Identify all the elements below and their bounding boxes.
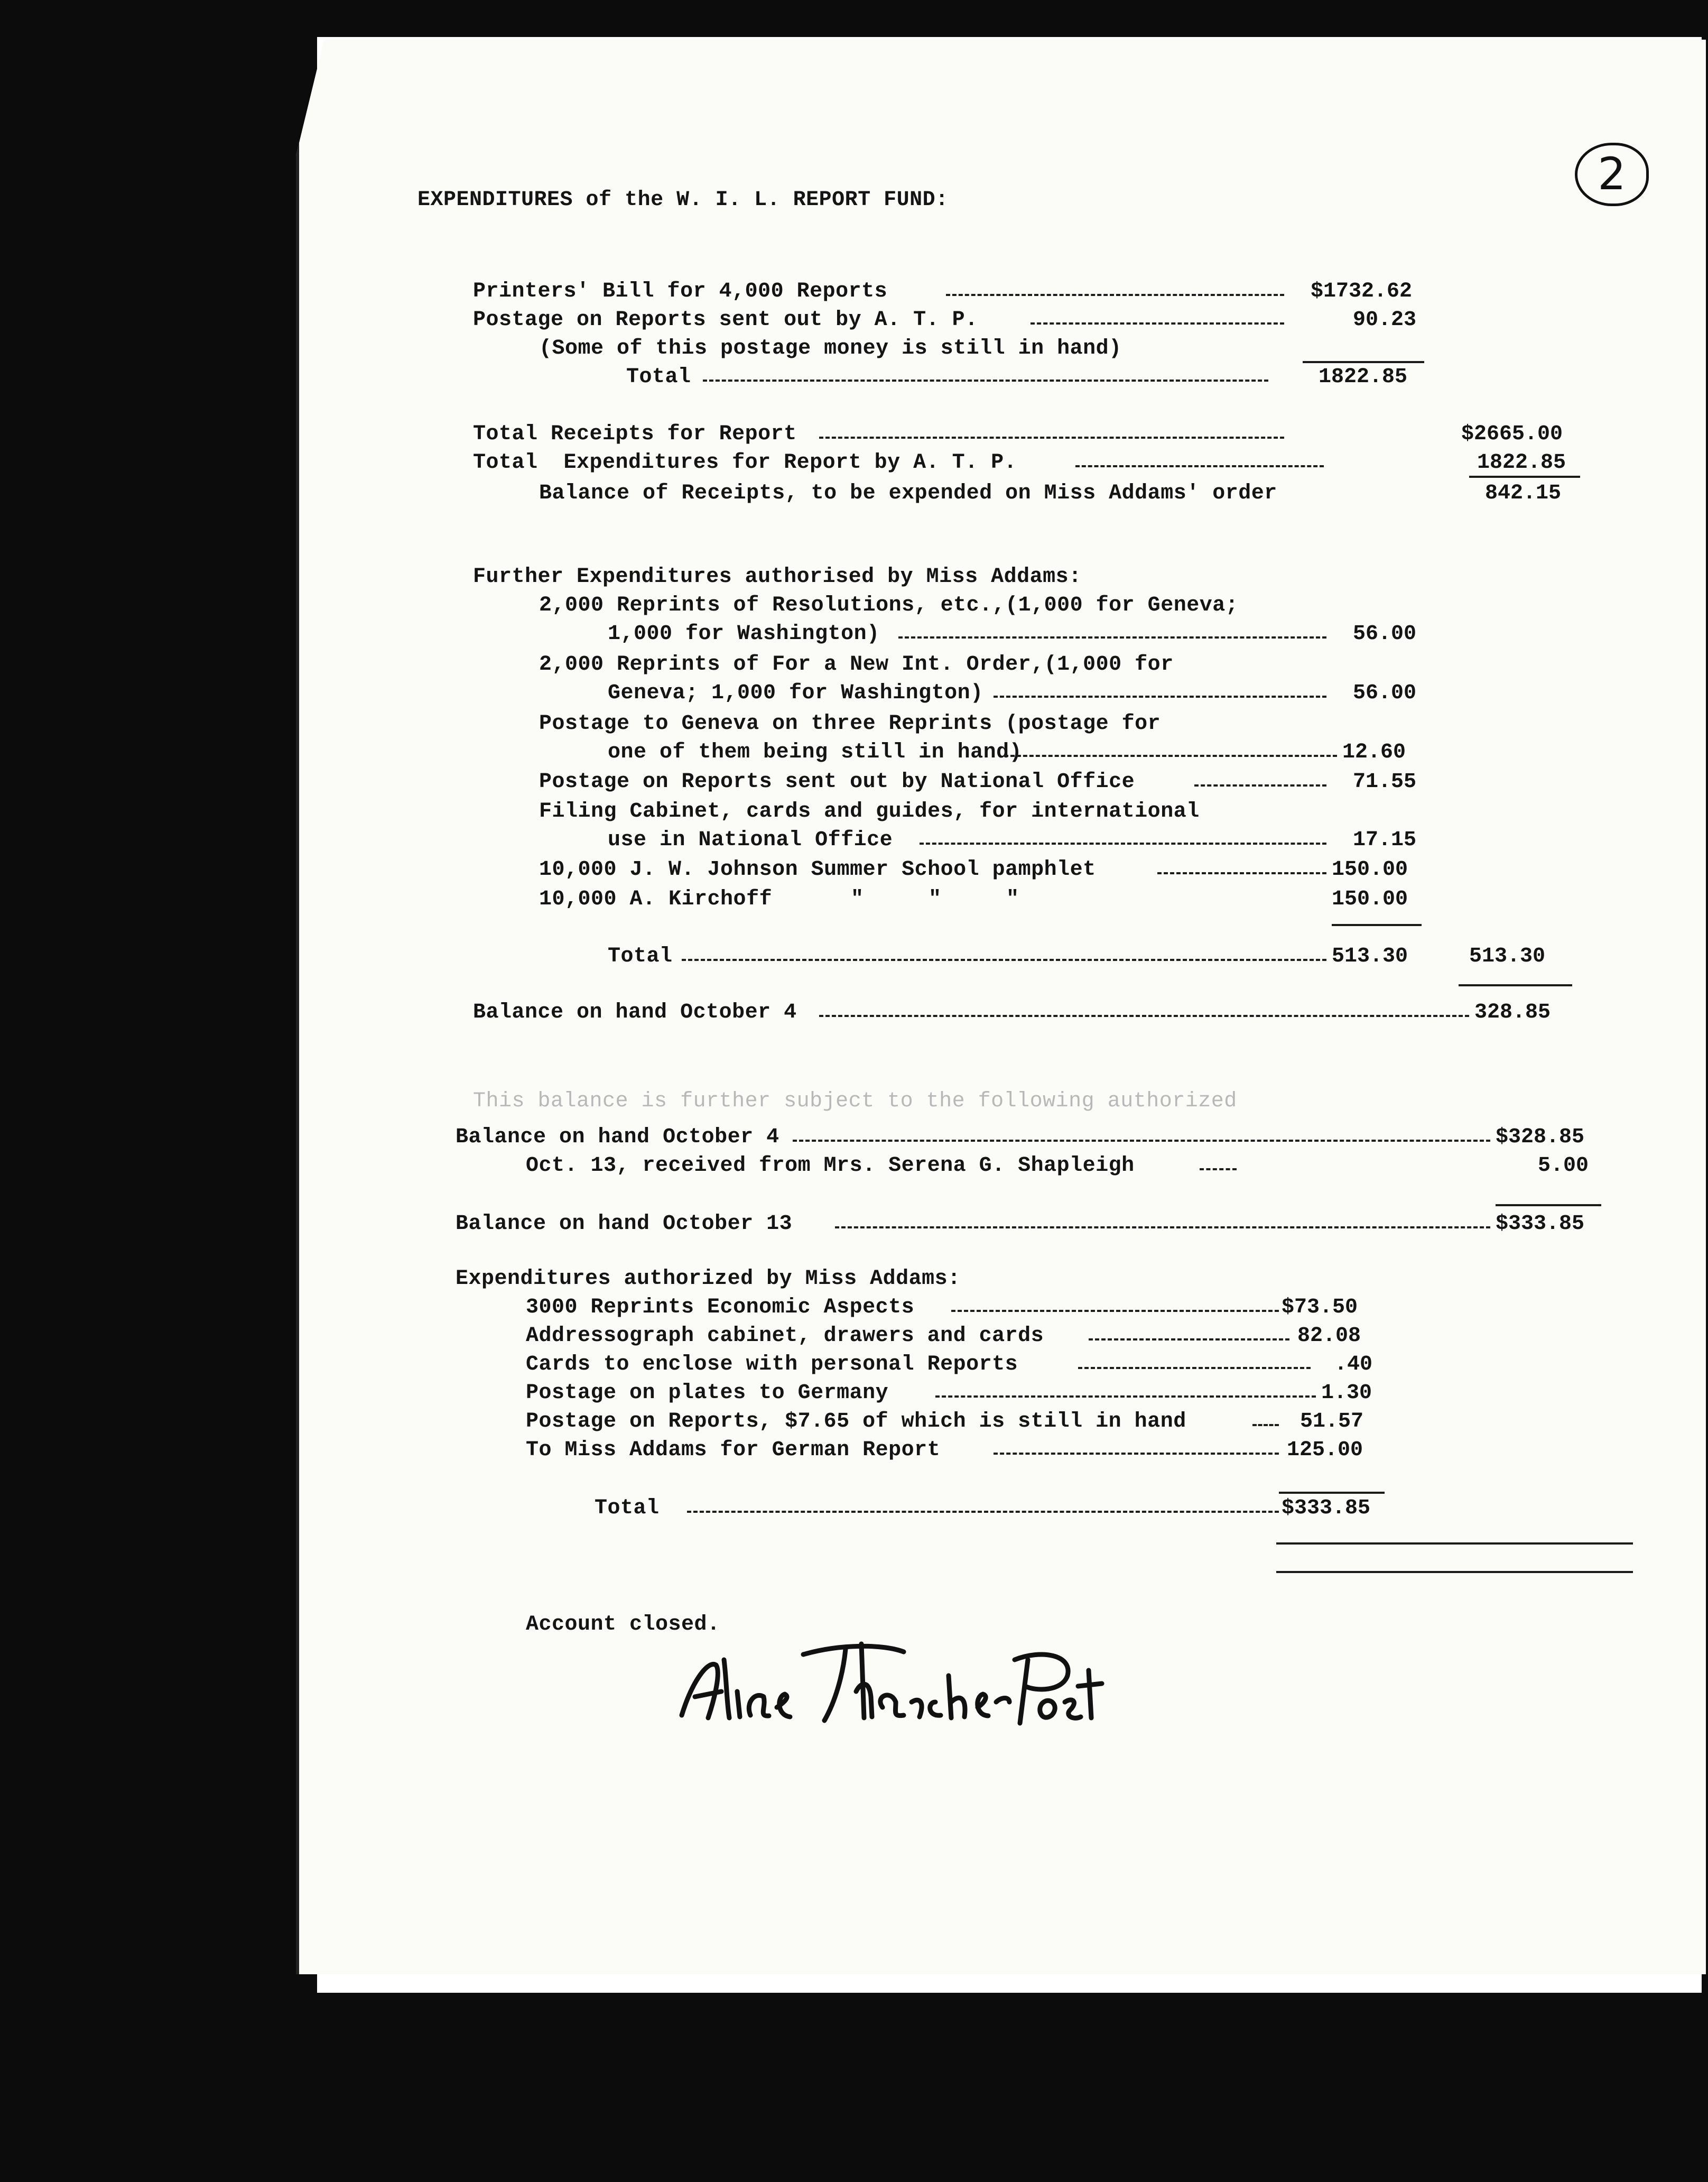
sum-rule <box>1279 1492 1385 1494</box>
leader-line <box>703 380 1268 382</box>
row-label: Balance on hand October 13 <box>456 1212 793 1236</box>
leader-line <box>1252 1424 1279 1426</box>
leader-line <box>1157 872 1326 874</box>
total-amount: $333.85 <box>1282 1496 1371 1520</box>
row-amount: $1732.62 <box>1311 280 1413 303</box>
row-label: 1,000 for Washington) <box>608 622 880 646</box>
total-label: Total <box>626 365 691 389</box>
row-label: Filing Cabinet, cards and guides, for international <box>539 800 1200 824</box>
row-label: 10,000 A. Kirchoff <box>539 887 773 911</box>
closing-rule <box>1276 1542 1633 1545</box>
row-label: use in National Office <box>608 828 893 852</box>
closing-rule <box>1276 1571 1633 1573</box>
total-amount: 1822.85 <box>1319 365 1408 389</box>
ditto-marks: " " " <box>851 887 1019 911</box>
row-label: Postage on Reports sent out by A. T. P. <box>473 308 978 332</box>
row-amount: 56.00 <box>1353 622 1417 646</box>
row-amount: $73.50 <box>1282 1296 1358 1319</box>
leader-line <box>1004 755 1337 757</box>
row-amount: 5.00 <box>1538 1154 1589 1178</box>
leader-line <box>687 1511 1279 1513</box>
row-amount: 71.55 <box>1353 770 1417 794</box>
sum-rule <box>1303 361 1424 363</box>
total-amount-carried: 513.30 <box>1469 945 1546 968</box>
row-amount: 51.57 <box>1300 1410 1364 1434</box>
row-label: Postage on Reports sent out by National Office <box>539 770 1135 794</box>
leader-line <box>946 294 1284 296</box>
row-amount: 125.00 <box>1287 1438 1363 1462</box>
total-amount: 513.30 <box>1332 945 1408 968</box>
row-label: one of them being still in hand) <box>608 741 1023 764</box>
document-title: EXPENDITURES of the W. I. L. REPORT FUND: <box>417 188 949 212</box>
leader-line <box>920 843 1326 845</box>
leader-line <box>951 1310 1279 1312</box>
row-label: Geneva; 1,000 for Washington) <box>608 681 983 705</box>
leader-line <box>793 1140 1490 1142</box>
sum-rule <box>1469 476 1580 478</box>
total-label: Total <box>595 1496 660 1520</box>
section-heading: Expenditures authorized by Miss Addams: <box>456 1267 961 1291</box>
balance-label: Balance on hand October 4 <box>473 1001 797 1024</box>
row-amount: 17.15 <box>1353 828 1417 852</box>
leader-line <box>819 437 1284 439</box>
leader-line <box>819 1015 1469 1017</box>
row-label: Addressograph cabinet, drawers and cards <box>526 1324 1044 1348</box>
row-label: Postage on Reports, $7.65 of which is still in hand <box>526 1410 1186 1434</box>
leader-line <box>994 696 1326 698</box>
leader-line <box>682 959 1326 961</box>
row-label: 3000 Reprints Economic Aspects <box>526 1296 915 1319</box>
leader-line <box>1031 322 1284 325</box>
scan-border-left <box>0 0 317 2182</box>
row-amount: $328.85 <box>1496 1125 1585 1149</box>
row-amount: 56.00 <box>1353 681 1417 705</box>
row-label: Postage on plates to Germany <box>526 1381 889 1405</box>
row-label: Total Expenditures for Report by A. T. P. <box>473 451 1017 475</box>
leader-line <box>994 1453 1279 1455</box>
leader-line <box>935 1395 1316 1398</box>
row-note: (Some of this postage money is still in hand) <box>539 337 1122 360</box>
leader-line <box>1194 784 1326 787</box>
leader-line <box>898 636 1326 639</box>
leader-line <box>1078 1367 1311 1369</box>
handwritten-signature <box>671 1623 1104 1739</box>
sum-rule <box>1332 924 1422 926</box>
row-amount: 90.23 <box>1353 308 1417 332</box>
sum-rule <box>1496 1204 1601 1206</box>
row-amount: $2665.00 <box>1461 422 1563 446</box>
balance-amount: 328.85 <box>1474 1001 1551 1024</box>
account-closed-note: Account closed. <box>526 1613 720 1637</box>
row-amount: .40 <box>1334 1353 1373 1376</box>
row-amount: $333.85 <box>1496 1212 1585 1236</box>
row-amount: 1.30 <box>1321 1381 1372 1405</box>
row-amount: 82.08 <box>1297 1324 1361 1348</box>
leader-line <box>1200 1168 1237 1170</box>
total-label: Total <box>608 945 673 968</box>
section-heading: Further Expenditures authorised by Miss Addams: <box>473 565 1082 589</box>
row-label: Postage to Geneva on three Reprints (postage for <box>539 712 1161 736</box>
page-number: 2 <box>1575 143 1649 206</box>
row-label: Oct. 13, received from Mrs. Serena G. Shapleigh <box>526 1154 1135 1178</box>
faded-overprint: This balance is further subject to the following authorized <box>473 1089 1237 1113</box>
row-label: 2,000 Reprints of For a New Int. Order,(1,000 for <box>539 653 1174 677</box>
row-amount: 1822.85 <box>1477 451 1566 475</box>
row-label: Balance on hand October 4 <box>456 1125 779 1149</box>
leader-line <box>1089 1338 1289 1340</box>
row-amount: 12.60 <box>1342 741 1406 764</box>
leader-line <box>835 1226 1490 1228</box>
row-label: Printers' Bill for 4,000 Reports <box>473 280 888 303</box>
row-amount: 842.15 <box>1485 482 1562 505</box>
row-amount: 150.00 <box>1332 858 1408 882</box>
leader-line <box>1075 465 1324 467</box>
scan-border-bottom <box>0 1993 1708 2182</box>
row-label: Balance of Receipts, to be expended on Miss Addams' order <box>539 482 1277 505</box>
row-label: To Miss Addams for German Report <box>526 1438 941 1462</box>
row-amount: 150.00 <box>1332 887 1408 911</box>
row-label: 10,000 J. W. Johnson Summer School pamphlet <box>539 858 1096 882</box>
row-label: 2,000 Reprints of Resolutions, etc.,(1,000 for Geneva; <box>539 594 1239 617</box>
sum-rule <box>1459 984 1572 986</box>
row-label: Total Receipts for Report <box>473 422 797 446</box>
row-label: Cards to enclose with personal Reports <box>526 1353 1018 1376</box>
